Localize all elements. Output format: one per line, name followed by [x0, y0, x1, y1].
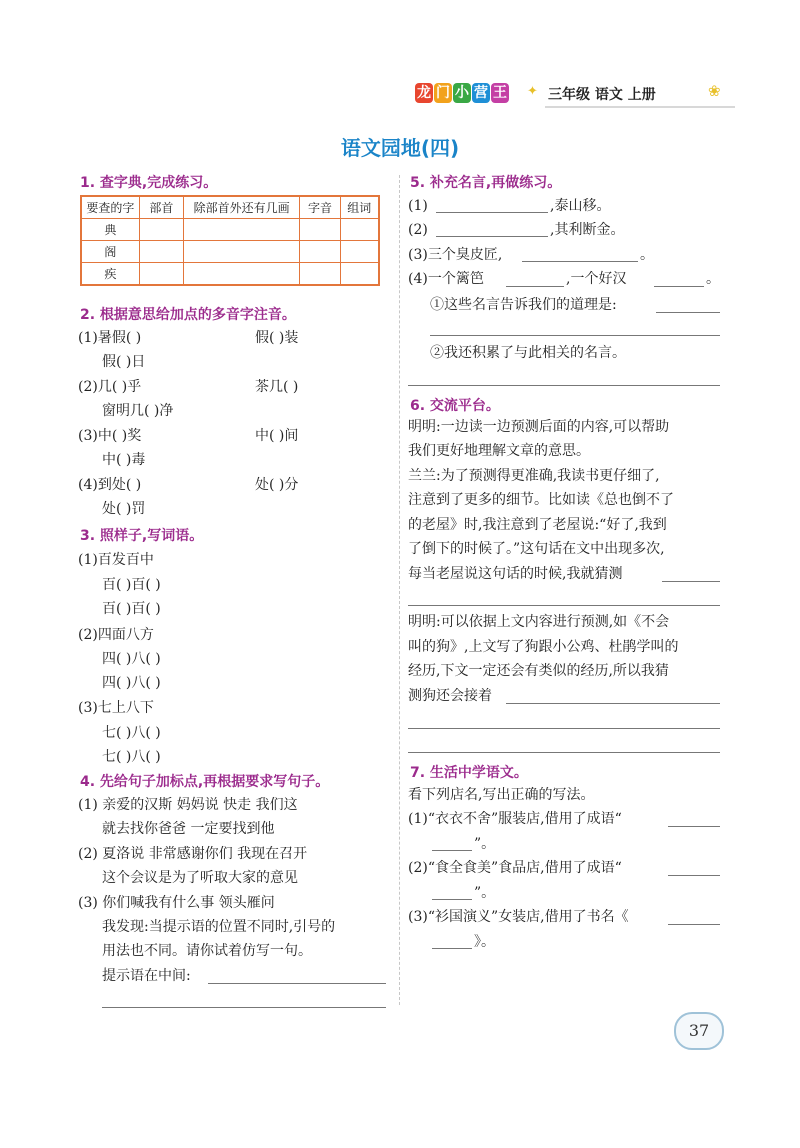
answer-line[interactable]	[506, 703, 720, 704]
section-3-heading: 3. 照样子,写词语。	[80, 528, 204, 544]
answer-cell[interactable]	[340, 241, 379, 263]
exercise-line: (3)三个臭皮匠,	[408, 247, 503, 263]
answer-line[interactable]	[522, 261, 638, 262]
exercise-line: (1)	[408, 198, 428, 214]
table-header: 组词	[340, 196, 379, 219]
exercise-line: 七( )八( )	[102, 725, 161, 741]
exercise-line: 了倒下的时候了。”这句话在文中出现多次,	[408, 541, 665, 557]
answer-line[interactable]	[668, 875, 720, 876]
exercise-line: 看下列店名,写出正确的写法。	[408, 787, 595, 803]
answer-line[interactable]	[102, 1007, 386, 1008]
exercise-line: 处( )罚	[102, 501, 146, 517]
logo-char: 王	[493, 85, 507, 101]
exercise-line: 每当老屋说这句话的时候,我就猜测	[408, 566, 623, 582]
exercise-line: (2)	[408, 222, 428, 238]
exercise-line: 处( )分	[255, 477, 299, 493]
section-4-heading: 4. 先给句子加标点,再根据要求写句子。	[80, 774, 330, 790]
exercise-line: (1)“衣衣不舍”服装店,借用了成语“	[408, 811, 622, 827]
answer-line[interactable]	[408, 385, 720, 386]
exercise-line: 茶几( )	[255, 379, 299, 395]
table-header-row	[81, 196, 379, 219]
exercise-line: 明明:一边读一边预测后面的内容,可以帮助	[408, 419, 670, 435]
exercise-line: 提示语在中间:	[102, 968, 191, 984]
logo-char: 营	[474, 85, 488, 101]
series-logo	[415, 83, 509, 103]
exercise-line: ②我还积累了与此相关的名言。	[430, 345, 626, 361]
exercise-line: ,其利断金。	[550, 222, 625, 238]
answer-line[interactable]	[668, 826, 720, 827]
table-row	[81, 263, 379, 286]
exercise-line: 四( )八( )	[102, 651, 161, 667]
exercise-line: 四( )八( )	[102, 675, 161, 691]
exercise-line: (4)到处( )	[78, 477, 142, 493]
exercise-line: (1)百发百中	[78, 552, 154, 568]
table-header: 部首	[139, 196, 183, 219]
exercise-line: 假( )装	[255, 330, 299, 346]
exercise-line: (2) 夏洛说 非常感谢你们 我现在召开	[78, 846, 308, 862]
answer-line[interactable]	[408, 605, 720, 606]
answer-line[interactable]	[432, 850, 472, 851]
answer-line[interactable]	[656, 312, 720, 313]
section-5-heading: 5. 补充名言,再做练习。	[410, 175, 562, 191]
section-6-heading: 6. 交流平台。	[410, 398, 500, 414]
page-title: 语文园地(四)	[340, 136, 460, 160]
answer-line[interactable]	[506, 286, 564, 287]
exercise-line: (4)一个篱笆	[408, 271, 484, 287]
book-info: 三年级 语文 上册	[548, 87, 656, 103]
exercise-line: 明明:可以依据上文内容进行预测,如《不会	[408, 614, 670, 630]
table-cell: 阁	[81, 241, 139, 263]
answer-line[interactable]	[436, 212, 548, 213]
exercise-line: 就去找你爸爸 一定要找到他	[102, 821, 275, 837]
star-icon: ✦	[527, 84, 538, 99]
answer-cell[interactable]	[300, 241, 340, 263]
page-number: 37	[674, 1012, 724, 1050]
exercise-line: (1)暑假( )	[78, 330, 142, 346]
closing-mark: ”。	[474, 836, 496, 852]
logo-char: 龙	[417, 85, 431, 101]
table-row	[81, 241, 379, 263]
exercise-line: ,泰山移。	[550, 198, 611, 214]
table-cell: 疾	[81, 263, 139, 286]
answer-cell[interactable]	[184, 263, 300, 286]
exercise-line: 百( )百( )	[102, 577, 161, 593]
answer-cell[interactable]	[340, 263, 379, 286]
exercise-line: 窗明几( )净	[102, 403, 174, 419]
exercise-line: 的老屋》时,我注意到了老屋说:“好了,我到	[408, 517, 667, 533]
dictionary-table	[80, 195, 380, 286]
exercise-line: (2)四面八方	[78, 627, 154, 643]
closing-mark: 》。	[474, 934, 495, 950]
exercise-line: 兰兰:为了预测得更准确,我读书更仔细了,	[408, 468, 660, 484]
exercise-line: (2)“食全食美”食品店,借用了成语“	[408, 860, 622, 876]
exercise-line: (2)几( )乎	[78, 379, 142, 395]
table-cell: 典	[81, 219, 139, 241]
exercise-line: 测狗还会接着	[408, 688, 492, 704]
exercise-line: 我们更好地理解文章的意思。	[408, 443, 590, 459]
column-divider	[399, 175, 400, 1005]
header-rule	[545, 106, 735, 108]
table-header: 除部首外还有几画	[184, 196, 300, 219]
logo-char: 门	[436, 85, 450, 101]
answer-cell[interactable]	[340, 219, 379, 241]
answer-cell[interactable]	[300, 263, 340, 286]
exercise-line: 叫的狗》,上文写了狗跟小公鸡、杜鹃学叫的	[408, 639, 679, 655]
answer-cell[interactable]	[184, 219, 300, 241]
answer-cell[interactable]	[139, 241, 183, 263]
exercise-line: (3)七上八下	[78, 700, 154, 716]
exercise-line: 中( )毒	[102, 452, 146, 468]
answer-line[interactable]	[408, 728, 720, 729]
answer-cell[interactable]	[300, 219, 340, 241]
answer-line[interactable]	[208, 983, 386, 984]
exercise-line: (3)“衫国演义”女装店,借用了书名《	[408, 909, 629, 925]
logo-char: 小	[455, 85, 469, 101]
period-mark: 。	[640, 247, 654, 263]
table-row	[81, 219, 379, 241]
section-7-heading: 7. 生活中学语文。	[410, 765, 528, 781]
table-header: 字音	[300, 196, 340, 219]
section-1-heading: 1. 查字典,完成练习。	[80, 175, 218, 191]
exercise-line: 我发现:当提示语的位置不同时,引号的	[102, 919, 336, 935]
section-2-heading: 2. 根据意思给加点的多音字注音。	[80, 307, 296, 323]
exercise-line: ,一个好汉	[566, 271, 627, 287]
exercise-line: (3)中( )奖	[78, 428, 142, 444]
answer-line[interactable]	[430, 335, 720, 336]
exercise-line: 百( )百( )	[102, 601, 161, 617]
exercise-line: (1) 亲爱的汉斯 妈妈说 快走 我们这	[78, 797, 298, 813]
answer-cell[interactable]	[139, 219, 183, 241]
answer-line[interactable]	[668, 924, 720, 925]
closing-mark: ”。	[474, 885, 496, 901]
table-header: 要查的字	[81, 196, 139, 219]
exercise-line: 经历,下文一定还会有类似的经历,所以我猜	[408, 663, 669, 679]
answer-cell[interactable]	[184, 241, 300, 263]
exercise-line: 七( )八( )	[102, 749, 161, 765]
exercise-line: 这个会议是为了听取大家的意见	[102, 870, 298, 886]
exercise-line: 用法也不同。请你试着仿写一句。	[102, 943, 312, 959]
butterfly-icon: ❀	[708, 82, 721, 100]
exercise-line: 注意到了更多的细节。比如读《总也倒不了	[408, 492, 674, 508]
answer-cell[interactable]	[139, 263, 183, 286]
answer-line[interactable]	[432, 948, 472, 949]
answer-line[interactable]	[408, 752, 720, 753]
exercise-line: (3) 你们喊我有什么事 领头雁问	[78, 895, 275, 911]
answer-line[interactable]	[432, 899, 472, 900]
exercise-line: 中( )间	[255, 428, 299, 444]
period-mark: 。	[706, 271, 720, 287]
answer-line[interactable]	[662, 581, 720, 582]
answer-line[interactable]	[654, 286, 704, 287]
answer-line[interactable]	[436, 236, 548, 237]
exercise-line: ①这些名言告诉我们的道理是:	[430, 297, 617, 313]
exercise-line: 假( )日	[102, 354, 146, 370]
